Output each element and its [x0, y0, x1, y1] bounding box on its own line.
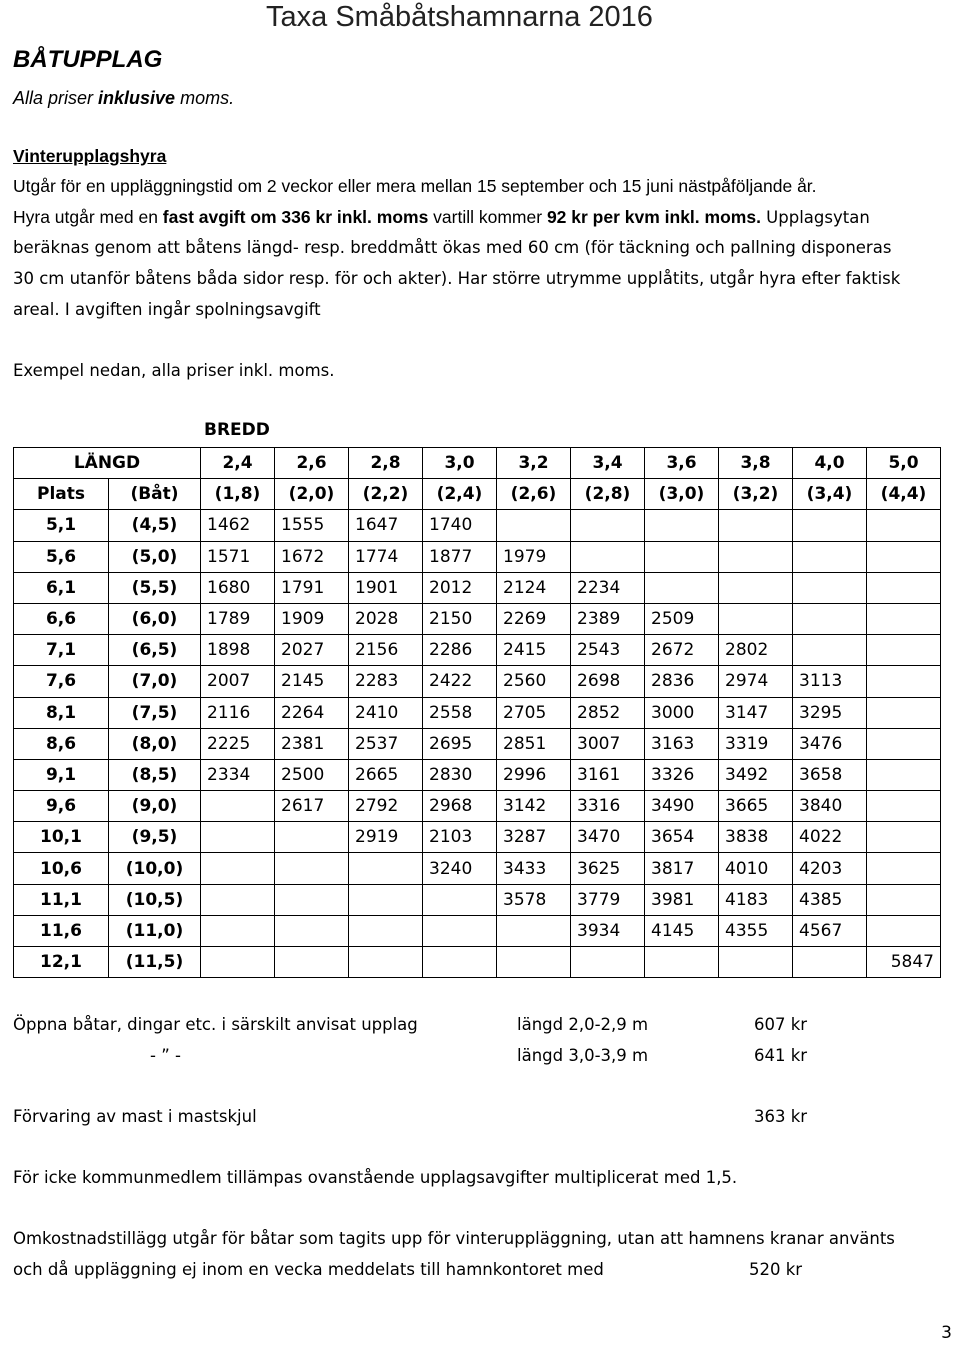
width-header: 5,0 [867, 448, 941, 479]
paragraph-line-4: 30 cm utanför båtens båda sidor resp. för och akter). Har större utrymme upplåtits, utgår hyra efter faktisk [13, 269, 901, 288]
page-title: Taxa Småbåtshamnarna 2016 [266, 1, 653, 33]
bat-cell: (9,5) [109, 822, 201, 853]
price-table [13, 447, 941, 978]
bat-header: (Båt) [109, 479, 201, 510]
width-header: 3,4 [571, 448, 645, 479]
price-cell: 2509 [645, 603, 719, 634]
boat-width-header: (3,0) [645, 479, 719, 510]
price-cell: 3658 [793, 759, 867, 790]
price-cell: 3295 [793, 697, 867, 728]
price-cell: 2415 [497, 635, 571, 666]
price-cell: 4145 [645, 915, 719, 946]
price-cell: 4010 [719, 853, 793, 884]
price-cell: 2543 [571, 635, 645, 666]
price-cell: 5847 [867, 947, 941, 978]
price-cell [793, 572, 867, 603]
header-row-boat-width [14, 479, 941, 510]
open-boats-range-2: längd 3,0-3,9 m [517, 1046, 649, 1065]
price-cell: 1791 [275, 572, 349, 603]
price-cell: 2269 [497, 603, 571, 634]
table-row [14, 572, 941, 603]
open-boats-label: Öppna båtar, dingar etc. i särskilt anvisat upplag [13, 1015, 418, 1034]
price-cell [867, 572, 941, 603]
price-cell: 4355 [719, 915, 793, 946]
price-cell [423, 915, 497, 946]
price-cell [793, 541, 867, 572]
subsection-title: Vinterupplagshyra [13, 146, 167, 166]
price-cell: 2802 [719, 635, 793, 666]
per-sqm-fee-text: 92 kr per kvm inkl. moms. [546, 207, 761, 227]
price-cell: 4567 [793, 915, 867, 946]
price-cell: 2537 [349, 728, 423, 759]
price-cell [867, 915, 941, 946]
surcharge-price: 520 kr [749, 1260, 803, 1279]
width-header: 3,0 [423, 448, 497, 479]
price-note-bold: inklusive [98, 88, 176, 108]
price-cell [275, 822, 349, 853]
price-cell: 3625 [571, 853, 645, 884]
price-cell: 2150 [423, 603, 497, 634]
price-cell: 3578 [497, 884, 571, 915]
price-cell [201, 915, 275, 946]
price-cell [719, 947, 793, 978]
price-cell [719, 572, 793, 603]
table-row [14, 666, 941, 697]
price-cell: 1555 [275, 510, 349, 541]
plats-cell: 8,1 [14, 697, 109, 728]
boat-width-header: (4,4) [867, 479, 941, 510]
plats-cell: 11,1 [14, 884, 109, 915]
open-boats-range-1: längd 2,0-2,9 m [517, 1015, 649, 1034]
plats-cell: 8,6 [14, 728, 109, 759]
width-header: 3,2 [497, 448, 571, 479]
price-cell: 1462 [201, 510, 275, 541]
price-cell: 4203 [793, 853, 867, 884]
surcharge-line-1: Omkostnadstillägg utgår för båtar som tagits upp för vinteruppläggning, utan att hamnens kranar använts [13, 1229, 895, 1248]
price-cell: 3147 [719, 697, 793, 728]
price-cell: 1909 [275, 603, 349, 634]
price-cell [793, 947, 867, 978]
table-row [14, 728, 941, 759]
price-cell: 2836 [645, 666, 719, 697]
price-cell: 4022 [793, 822, 867, 853]
price-cell: 2012 [423, 572, 497, 603]
price-cell [275, 884, 349, 915]
bredd-label: BREDD [204, 420, 270, 440]
text-fragment: vartill kommer [428, 207, 547, 227]
width-header: 3,8 [719, 448, 793, 479]
mast-storage-price: 363 kr [754, 1107, 808, 1126]
price-cell [275, 947, 349, 978]
price-cell: 3665 [719, 791, 793, 822]
price-cell [571, 510, 645, 541]
price-cell [719, 541, 793, 572]
bat-cell: (7,0) [109, 666, 201, 697]
price-cell: 2334 [201, 759, 275, 790]
table-row [14, 510, 941, 541]
boat-width-header: (1,8) [201, 479, 275, 510]
price-cell [497, 947, 571, 978]
price-cell: 2996 [497, 759, 571, 790]
price-cell: 3492 [719, 759, 793, 790]
price-cell [201, 822, 275, 853]
table-row [14, 759, 941, 790]
price-cell [867, 728, 941, 759]
price-cell: 1979 [497, 541, 571, 572]
table-row [14, 603, 941, 634]
plats-cell: 7,1 [14, 635, 109, 666]
price-cell: 2617 [275, 791, 349, 822]
price-cell [201, 884, 275, 915]
price-cell: 3840 [793, 791, 867, 822]
bat-cell: (6,5) [109, 635, 201, 666]
price-cell: 2264 [275, 697, 349, 728]
plats-cell: 9,1 [14, 759, 109, 790]
price-cell [867, 635, 941, 666]
bat-cell: (11,5) [109, 947, 201, 978]
mast-storage-label: Förvaring av mast i mastskjul [13, 1107, 257, 1126]
price-cell [571, 947, 645, 978]
price-cell [201, 791, 275, 822]
boat-width-header: (3,4) [793, 479, 867, 510]
price-cell: 2234 [571, 572, 645, 603]
price-cell: 2156 [349, 635, 423, 666]
price-cell: 2007 [201, 666, 275, 697]
price-cell: 2698 [571, 666, 645, 697]
table-row [14, 791, 941, 822]
price-cell: 2422 [423, 666, 497, 697]
price-cell: 2410 [349, 697, 423, 728]
price-cell: 2225 [201, 728, 275, 759]
price-cell [867, 603, 941, 634]
section-heading: BÅTUPPLAG [13, 46, 163, 73]
price-note-prefix: Alla priser [13, 88, 99, 108]
price-cell [867, 510, 941, 541]
price-cell [645, 572, 719, 603]
plats-cell: 9,6 [14, 791, 109, 822]
price-cell: 1672 [275, 541, 349, 572]
text-fragment: beräknas genom att båtens längd- resp. breddmått ökas med 60 cm (för täckning och pallning disponeras [13, 238, 892, 257]
bat-cell: (10,5) [109, 884, 201, 915]
price-cell [349, 915, 423, 946]
price-cell: 1901 [349, 572, 423, 603]
price-cell: 2830 [423, 759, 497, 790]
plats-cell: 10,1 [14, 822, 109, 853]
price-cell: 3490 [645, 791, 719, 822]
price-cell [349, 884, 423, 915]
fixed-fee-text: fast avgift om 336 kr inkl. moms [162, 207, 429, 227]
open-boats-price-2: 641 kr [754, 1046, 808, 1065]
price-cell: 2665 [349, 759, 423, 790]
price-cell: 2103 [423, 822, 497, 853]
price-cell: 1877 [423, 541, 497, 572]
plats-cell: 11,6 [14, 915, 109, 946]
boat-width-header: (3,2) [719, 479, 793, 510]
plats-cell: 6,6 [14, 603, 109, 634]
boat-width-header: (2,2) [349, 479, 423, 510]
price-cell: 3316 [571, 791, 645, 822]
page-number: 3 [941, 1323, 952, 1343]
price-cell: 4183 [719, 884, 793, 915]
price-cell [867, 666, 941, 697]
bat-cell: (6,0) [109, 603, 201, 634]
boat-width-header: (2,4) [423, 479, 497, 510]
bat-cell: (5,0) [109, 541, 201, 572]
boat-width-header: (2,0) [275, 479, 349, 510]
bat-cell: (9,0) [109, 791, 201, 822]
width-header: 4,0 [793, 448, 867, 479]
price-cell: 3000 [645, 697, 719, 728]
price-cell [793, 510, 867, 541]
price-cell [349, 853, 423, 884]
price-cell: 3326 [645, 759, 719, 790]
price-cell: 3934 [571, 915, 645, 946]
paragraph-line-3 [13, 236, 891, 260]
price-cell [793, 635, 867, 666]
example-note: Exempel nedan, alla priser inkl. moms. [13, 361, 335, 380]
price-cell [867, 541, 941, 572]
price-cell: 3476 [793, 728, 867, 759]
price-cell: 3163 [645, 728, 719, 759]
price-cell [867, 791, 941, 822]
price-note [13, 86, 234, 110]
price-cell [275, 915, 349, 946]
bat-cell: (10,0) [109, 853, 201, 884]
price-cell: 2145 [275, 666, 349, 697]
price-cell [349, 947, 423, 978]
price-cell [867, 853, 941, 884]
price-cell: 3981 [645, 884, 719, 915]
price-cell: 3319 [719, 728, 793, 759]
plats-cell: 5,1 [14, 510, 109, 541]
boat-width-header: (2,6) [497, 479, 571, 510]
width-header: 2,8 [349, 448, 423, 479]
table-row [14, 697, 941, 728]
table-row [14, 822, 941, 853]
price-cell: 2500 [275, 759, 349, 790]
price-cell [867, 759, 941, 790]
plats-cell: 10,6 [14, 853, 109, 884]
price-cell: 2851 [497, 728, 571, 759]
bat-cell: (5,5) [109, 572, 201, 603]
price-cell: 2558 [423, 697, 497, 728]
price-cell: 3113 [793, 666, 867, 697]
table-row [14, 853, 941, 884]
price-cell [719, 510, 793, 541]
table-row [14, 915, 941, 946]
boat-width-header: (2,8) [571, 479, 645, 510]
paragraph-line-2 [13, 205, 870, 230]
price-cell: 3470 [571, 822, 645, 853]
price-cell [645, 947, 719, 978]
price-cell: 2792 [349, 791, 423, 822]
price-cell: 2695 [423, 728, 497, 759]
price-cell [497, 915, 571, 946]
price-cell [645, 541, 719, 572]
price-cell [423, 947, 497, 978]
price-cell [571, 541, 645, 572]
price-cell [793, 603, 867, 634]
price-cell: 2124 [497, 572, 571, 603]
price-cell [645, 510, 719, 541]
price-cell: 2852 [571, 697, 645, 728]
price-cell [201, 947, 275, 978]
langd-header: LÄNGD [14, 448, 201, 479]
width-header: 2,6 [275, 448, 349, 479]
plats-cell: 6,1 [14, 572, 109, 603]
price-cell: 2283 [349, 666, 423, 697]
price-cell [719, 603, 793, 634]
price-cell [867, 822, 941, 853]
price-cell: 3287 [497, 822, 571, 853]
price-cell: 3779 [571, 884, 645, 915]
price-cell [497, 510, 571, 541]
width-header: 2,4 [201, 448, 275, 479]
price-cell: 3142 [497, 791, 571, 822]
price-cell [423, 884, 497, 915]
price-cell: 3007 [571, 728, 645, 759]
price-cell: 3240 [423, 853, 497, 884]
price-cell: 2389 [571, 603, 645, 634]
price-cell: 3654 [645, 822, 719, 853]
price-cell: 3817 [645, 853, 719, 884]
paragraph-line-1: Utgår för en uppläggningstid om 2 veckor eller mera mellan 15 september och 15 juni nästpåföljande år. [13, 176, 817, 196]
price-cell: 1571 [201, 541, 275, 572]
price-cell: 3161 [571, 759, 645, 790]
table-row [14, 947, 941, 978]
price-cell: 2968 [423, 791, 497, 822]
price-note-suffix: moms. [175, 88, 235, 108]
price-cell: 2672 [645, 635, 719, 666]
table-row [14, 635, 941, 666]
price-cell: 1647 [349, 510, 423, 541]
ditto-mark: - ” - [150, 1046, 181, 1065]
bat-cell: (8,5) [109, 759, 201, 790]
price-cell: 2560 [497, 666, 571, 697]
price-cell: 2028 [349, 603, 423, 634]
header-row-width [14, 448, 941, 479]
table-row [14, 541, 941, 572]
price-cell: 2116 [201, 697, 275, 728]
table-row [14, 884, 941, 915]
plats-cell: 12,1 [14, 947, 109, 978]
bat-cell: (4,5) [109, 510, 201, 541]
price-cell [201, 853, 275, 884]
price-cell: 1789 [201, 603, 275, 634]
paragraph-line-5: areal. I avgiften ingår spolningsavgift [13, 300, 321, 319]
bat-cell: (11,0) [109, 915, 201, 946]
non-member-note: För icke kommunmedlem tillämpas ovanstående upplagsavgifter multiplicerat med 1,5. [13, 1168, 738, 1187]
price-cell: 2027 [275, 635, 349, 666]
price-cell: 1680 [201, 572, 275, 603]
price-cell: 1898 [201, 635, 275, 666]
price-cell: 2974 [719, 666, 793, 697]
plats-header: Plats [14, 479, 109, 510]
price-cell [275, 853, 349, 884]
plats-cell: 5,6 [14, 541, 109, 572]
price-cell [867, 884, 941, 915]
text-fragment: Hyra utgår med en [13, 207, 163, 227]
price-cell: 3433 [497, 853, 571, 884]
price-cell: 3838 [719, 822, 793, 853]
plats-cell: 7,6 [14, 666, 109, 697]
price-cell: 2705 [497, 697, 571, 728]
price-cell: 2381 [275, 728, 349, 759]
surcharge-line-2: och då uppläggning ej inom en vecka meddelats till hamnkontoret med [13, 1260, 604, 1279]
price-cell: 1774 [349, 541, 423, 572]
open-boats-price-1: 607 kr [754, 1015, 808, 1034]
price-cell: 1740 [423, 510, 497, 541]
text-fragment: Upplagsytan [760, 208, 870, 227]
price-cell [867, 697, 941, 728]
bat-cell: (7,5) [109, 697, 201, 728]
bat-cell: (8,0) [109, 728, 201, 759]
width-header: 3,6 [645, 448, 719, 479]
price-cell: 4385 [793, 884, 867, 915]
price-cell: 2919 [349, 822, 423, 853]
price-cell: 2286 [423, 635, 497, 666]
